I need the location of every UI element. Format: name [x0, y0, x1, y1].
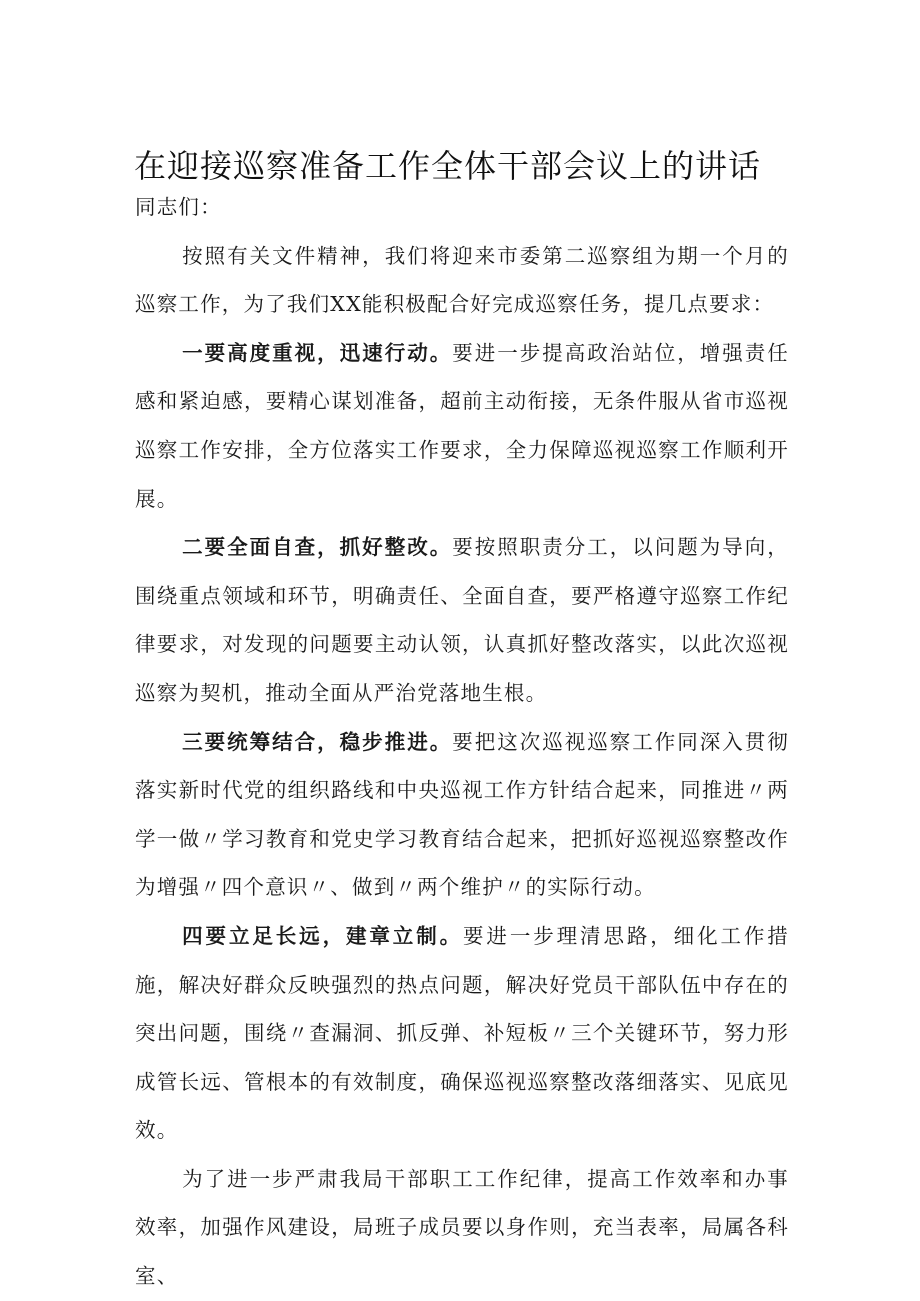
paragraph-text: 要进一步提高政治站位，增强责任感和紧迫感，要精心谋划准备，超前主动衔接，无条件服从省市巡视巡察工作安排，全方位落实工作要求，全力保障巡视巡察工作顺利开展。	[135, 340, 790, 511]
paragraph-lead: 一要高度重视，迅速行动。	[182, 340, 453, 365]
paragraph-point-4	[135, 912, 789, 1155]
paragraph-lead: 四要立足长远，建章立制。	[182, 923, 464, 948]
paragraph-text: 要把这次巡视巡察工作同深入贯彻落实新时代党的组织路线和中央巡视工作方针结合起来，同推进〃两学一做〃学习教育和党史学习教育结合起来，把抓好巡视巡察整改作为增强〃四个意识〃、做到〃两个维护〃的实际行动。	[135, 729, 790, 900]
paragraph-discipline	[135, 1155, 789, 1301]
paragraph-text: 要按照职责分工，以问题为导向，围绕重点领域和环节，明确责任、全面自查，要严格遵守巡察工作纪律要求，对发现的问题要主动认领，认真抓好整改落实，以此次巡视巡察为契机，推动全面从严治党落地生根。	[135, 535, 790, 705]
paragraph-lead: 二要全面自查，抓好整改。	[182, 535, 453, 560]
document-title: 在迎接巡察准备工作全体干部会议上的讲话	[134, 147, 762, 185]
paragraph-point-3	[135, 718, 789, 912]
paragraph-intro	[135, 232, 789, 329]
paragraph-text: 按照有关文件精神，我们将迎来市委第二巡察组为期一个月的巡察工作，为了我们XX能积极配合好完成巡察任务，提几点要求：	[135, 243, 789, 317]
paragraph-text: 要进一步理清思路，细化工作措施，解决好群众反映强烈的热点问题，解决好党员干部队伍中存在的突出问题，围绕〃查漏洞、抓反弹、补短板〃三个关键环节，努力形成管长远、管根本的有效制度，确保巡视巡察整改落细落实、见底见效。	[135, 923, 789, 1143]
salutation: 同志们：	[135, 195, 222, 219]
paragraph-point-2	[135, 523, 789, 717]
paragraph-lead: 三要统筹结合，稳步推进。	[182, 729, 453, 754]
paragraph-point-1	[135, 329, 789, 523]
document-body	[135, 183, 789, 1301]
paragraph-text: 为了进一步严肃我局干部职工工作纪律，提高工作效率和办事效率，加强作风建设，局班子成员要以身作则，充当表率，局属各科室、	[135, 1166, 789, 1289]
